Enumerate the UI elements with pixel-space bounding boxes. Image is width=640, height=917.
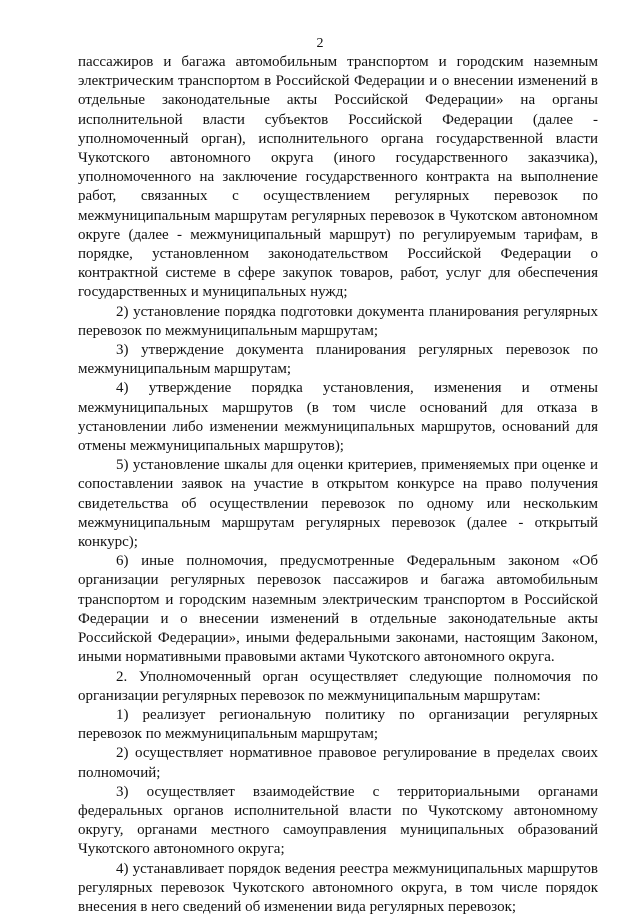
paragraph: 3) осуществляет взаимодействие с территориальными органами федеральных органов исполнительной власти по Чукотскому автономному округу, органами местного самоуправления муниципальных образований Чукотского автономного округа;: [78, 783, 598, 858]
paragraph: 6) иные полномочия, предусмотренные Федеральным законом «Об организации регулярных перевозок пассажиров и багажа автомобильным транспортом и городским наземным электрическим транспортом в Российской Федерации и о внесении изменений в отдельные законодательные акты Российской Федерации», иными федеральными законами, настоящим Законом, иными нормативными правовыми актами Чукотского автономного округа.: [78, 553, 598, 666]
paragraph: 3) утверждение документа планирования регулярных перевозок по межмуниципальным маршрутам;: [78, 342, 598, 378]
page-number: 2: [316, 36, 324, 51]
paragraph: 2) установление порядка подготовки документа планирования регулярных перевозок по межмуниципальным маршрутам;: [78, 303, 598, 339]
paragraph: пассажиров и багажа автомобильным транспортом и городским наземным электрическим транспортом в Российской Федерации и о внесении изменений в отдельные законодательные акты Российской Федерации» на органы исполнительной власти субъектов Российской Федерации (далее - уполномоченный орган), исполнительного органа государственной власти Чукотского автономного округа (иного государственного заказчика), уполномоченного на заключение государственного контракта на выполнение работ, связанных с осуществлением регулярных перевозок по межмуниципальным маршрутам регулярных перевозок в Чукотском автономном округе (далее - межмуниципальный маршрут) по регулируемым тарифам, в порядке, установленном законодательством Российской Федерации о контрактной системе в сфере закупок товаров, работ, услуг для обеспечения государственных и муниципальных нужд;: [78, 54, 598, 301]
paragraph: 2. Уполномоченный орган осуществляет следующие полномочия по организации регулярных перевозок по межмуниципальным маршрутам:: [78, 668, 598, 704]
document-body: [78, 53, 598, 917]
paragraph: 1) реализует региональную политику по организации регулярных перевозок по межмуниципальным маршрутам;: [78, 706, 598, 743]
paragraph: 4) утверждение порядка установления, изменения и отмены межмуниципальных маршрутов (в том числе оснований для отказа в установлении либо изменении межмуниципальных маршрутов, оснований для отмены межмуниципальных маршрутов);: [78, 380, 598, 455]
paragraph: 4) устанавливает порядок ведения реестра межмуниципальных маршрутов регулярных перевозок Чукотского автономного округа, в том числе порядок внесения в него сведений об изменении вида регулярных перевозок;: [78, 860, 598, 915]
paragraph: 2) осуществляет нормативное правовое регулирование в пределах своих полномочий;: [78, 745, 598, 781]
paragraph: 5) установление шкалы для оценки критериев, применяемых при оценке и сопоставлении заявок на участие в открытом конкурсе на право получения свидетельства об осуществлении перевозок по одному или нескольким межмуниципальным маршрутам регулярных перевозок (далее - открытый конкурс);: [78, 457, 598, 551]
